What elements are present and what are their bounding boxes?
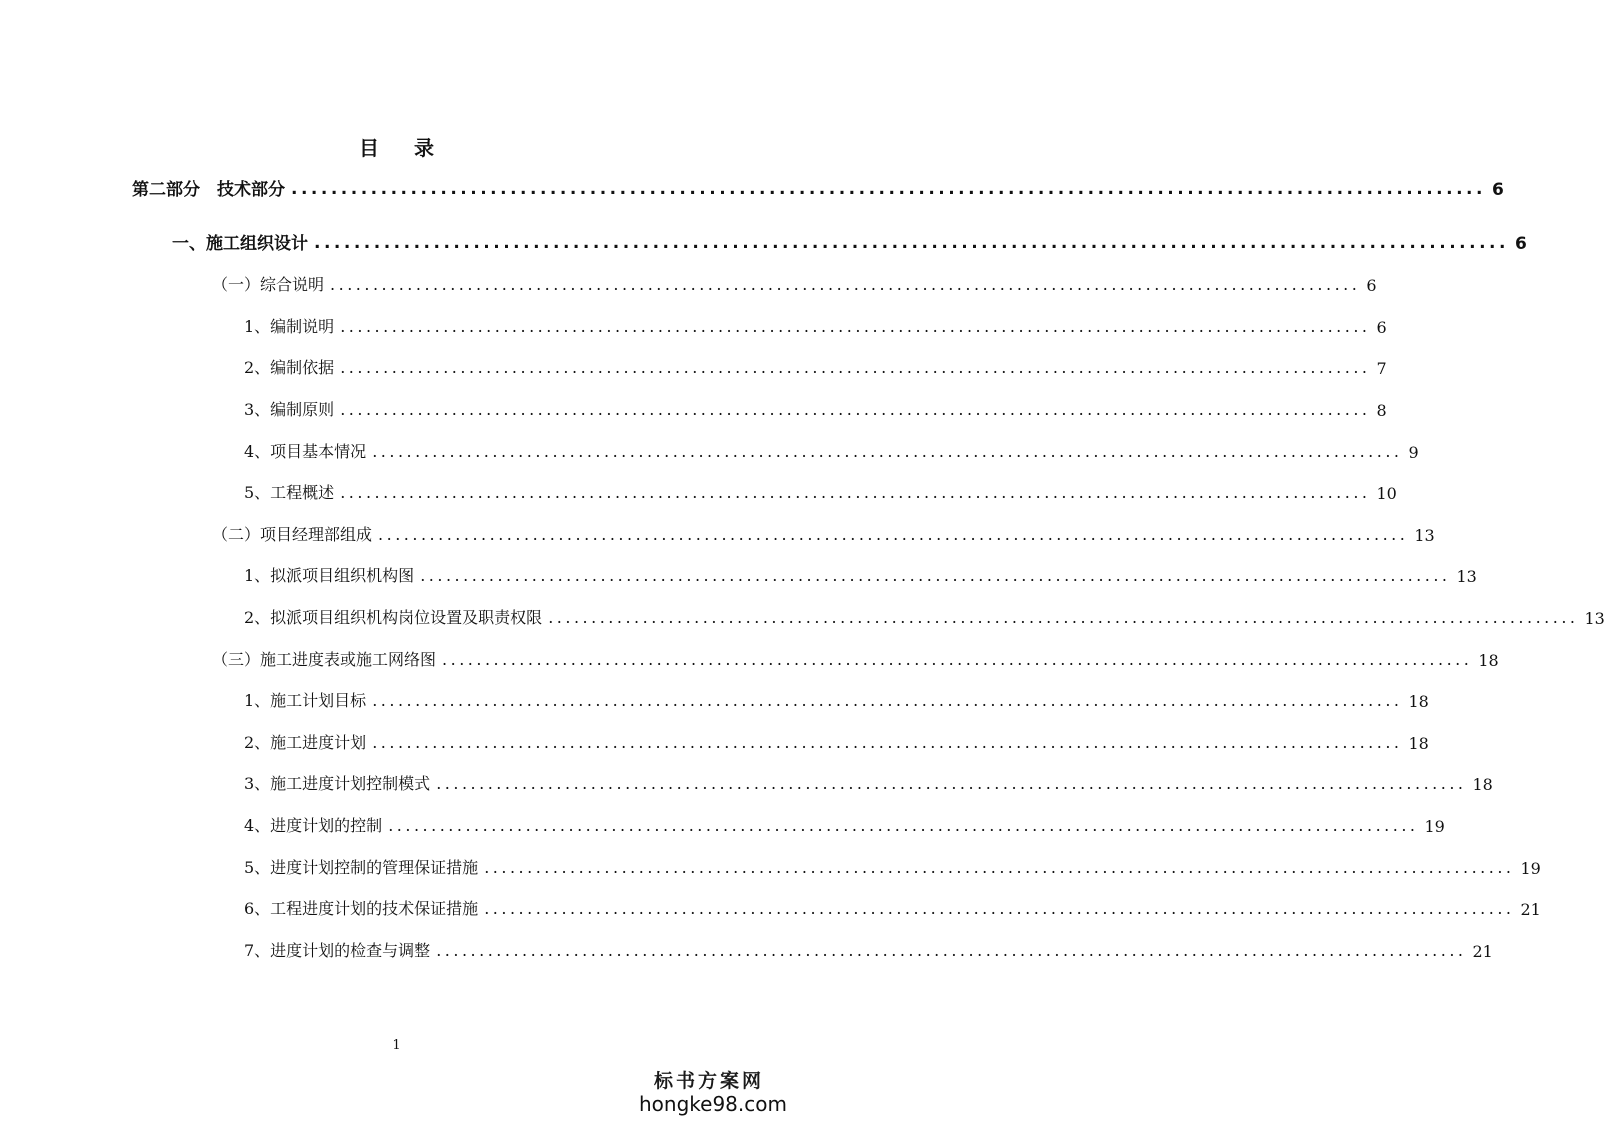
toc-leader-dots: ........................................................................................................................ bbox=[340, 316, 1371, 336]
toc-leader-dots: ........................................................................................................................ bbox=[436, 940, 1467, 960]
toc-leader-dots: ........................................................................................................................ bbox=[420, 566, 1451, 586]
toc-leader-dots: ........................................................................................................................ bbox=[484, 857, 1515, 877]
toc-entry-page: 18 bbox=[1408, 692, 1429, 712]
toc-leader-dots: ........................................................................................................................ bbox=[340, 358, 1371, 378]
toc-leader-dots: ........................................................................................................................ bbox=[330, 275, 1361, 295]
toc-leader-dots: ........................................................................................................................ bbox=[314, 232, 1509, 253]
toc-entry[interactable] bbox=[244, 602, 1605, 628]
watermark-url: hongke98.com bbox=[639, 1092, 787, 1116]
toc-entry[interactable] bbox=[172, 228, 1527, 254]
toc-entry[interactable] bbox=[244, 560, 1477, 587]
toc-leader-dots: ........................................................................................................................ bbox=[372, 691, 1403, 711]
toc-entry[interactable] bbox=[244, 893, 1541, 920]
toc-entry[interactable] bbox=[244, 477, 1397, 504]
toc-entry-label: 3、编制原则 bbox=[244, 400, 335, 419]
toc-entry-page: 21 bbox=[1472, 941, 1493, 961]
toc-entry-label: （二）项目经理部组成 bbox=[212, 524, 373, 544]
toc-entry[interactable] bbox=[244, 852, 1541, 878]
toc-entry-page: 13 bbox=[1414, 525, 1435, 545]
toc-entry-label: 2、施工进度计划 bbox=[244, 732, 367, 752]
toc-entry[interactable] bbox=[244, 311, 1387, 337]
toc-entry-page: 21 bbox=[1520, 900, 1541, 920]
toc-entry-label: 1、编制说明 bbox=[244, 316, 335, 336]
toc-entry-label: 4、项目基本情况 bbox=[244, 441, 367, 461]
toc-entry[interactable] bbox=[244, 810, 1445, 836]
toc-title: 目 录 bbox=[359, 136, 448, 160]
toc-entry-label: （三）施工进度表或施工网络图 bbox=[212, 649, 437, 669]
toc-entry[interactable] bbox=[244, 727, 1429, 753]
toc-entry[interactable] bbox=[244, 352, 1387, 379]
toc-leader-dots: ........................................................................................................................ bbox=[340, 400, 1371, 419]
toc-entry-label: 1、拟派项目组织机构图 bbox=[244, 566, 415, 586]
page-number: 1 bbox=[392, 1038, 401, 1053]
toc-entry[interactable] bbox=[244, 436, 1419, 462]
watermark-logo bbox=[639, 1066, 787, 1116]
toc-entry-label: （一）综合说明 bbox=[212, 275, 325, 295]
toc-leader-dots: ........................................................................................................................ bbox=[548, 608, 1579, 627]
toc-entry-page: 19 bbox=[1520, 858, 1541, 878]
toc-entry-page: 6 bbox=[1491, 180, 1504, 200]
toc-entry[interactable] bbox=[212, 269, 1377, 296]
toc-entry-label: 5、进度计划控制的管理保证措施 bbox=[244, 857, 479, 877]
toc-entry-page: 18 bbox=[1472, 775, 1493, 795]
toc-leader-dots: ........................................................................................................................ bbox=[291, 179, 1486, 199]
toc-leader-dots: ........................................................................................................................ bbox=[340, 483, 1371, 503]
toc-entry-label: 2、拟派项目组织机构岗位设置及职责权限 bbox=[244, 608, 543, 627]
toc-entry-page: 8 bbox=[1376, 401, 1387, 420]
toc-entry-label: 2、编制依据 bbox=[244, 358, 335, 378]
toc-entry-page: 13 bbox=[1456, 567, 1477, 587]
toc-leader-dots: ........................................................................................................................ bbox=[436, 774, 1467, 794]
toc-entry[interactable] bbox=[212, 644, 1499, 670]
toc-entry-label: 4、进度计划的控制 bbox=[244, 816, 383, 835]
toc-entry-page: 10 bbox=[1376, 484, 1397, 504]
toc-entry-label: 第二部分 技术部分 bbox=[132, 180, 285, 200]
toc-entry-page: 18 bbox=[1408, 733, 1429, 753]
toc-entry[interactable] bbox=[244, 394, 1387, 420]
toc-entry-page: 6 bbox=[1376, 317, 1387, 337]
toc-entry-page: 13 bbox=[1584, 609, 1605, 628]
toc-entry-label: 3、施工进度计划控制模式 bbox=[244, 774, 431, 794]
toc-entry[interactable] bbox=[132, 174, 1504, 200]
toc-entry-label: 1、施工计划目标 bbox=[244, 691, 367, 711]
toc-leader-dots: ........................................................................................................................ bbox=[372, 732, 1403, 752]
toc-entry[interactable] bbox=[244, 935, 1493, 961]
toc-leader-dots: ........................................................................................................................ bbox=[484, 899, 1515, 919]
toc-entry-page: 7 bbox=[1376, 359, 1387, 379]
toc-entry-label: 7、进度计划的检查与调整 bbox=[244, 940, 431, 960]
toc-leader-dots: ........................................................................................................................ bbox=[442, 649, 1473, 669]
toc-entry[interactable] bbox=[244, 685, 1429, 712]
toc-leader-dots: ........................................................................................................................ bbox=[378, 524, 1409, 544]
toc-entry[interactable] bbox=[212, 519, 1435, 545]
toc-entry-page: 9 bbox=[1408, 442, 1419, 462]
toc-entry-label: 一、施工组织设计 bbox=[172, 233, 308, 254]
toc-leader-dots: ........................................................................................................................ bbox=[388, 816, 1419, 835]
toc-entry-page: 18 bbox=[1478, 650, 1499, 670]
watermark-name: 标书方案网 bbox=[653, 1070, 764, 1092]
toc-entry[interactable] bbox=[244, 768, 1493, 795]
toc-entry-page: 6 bbox=[1366, 276, 1377, 296]
toc-entry-label: 6、工程进度计划的技术保证措施 bbox=[244, 899, 479, 919]
toc-entry-page: 6 bbox=[1514, 233, 1527, 254]
toc-leader-dots: ........................................................................................................................ bbox=[372, 441, 1403, 461]
toc-entry-page: 19 bbox=[1424, 817, 1445, 836]
toc-entry-label: 5、工程概述 bbox=[244, 483, 335, 503]
